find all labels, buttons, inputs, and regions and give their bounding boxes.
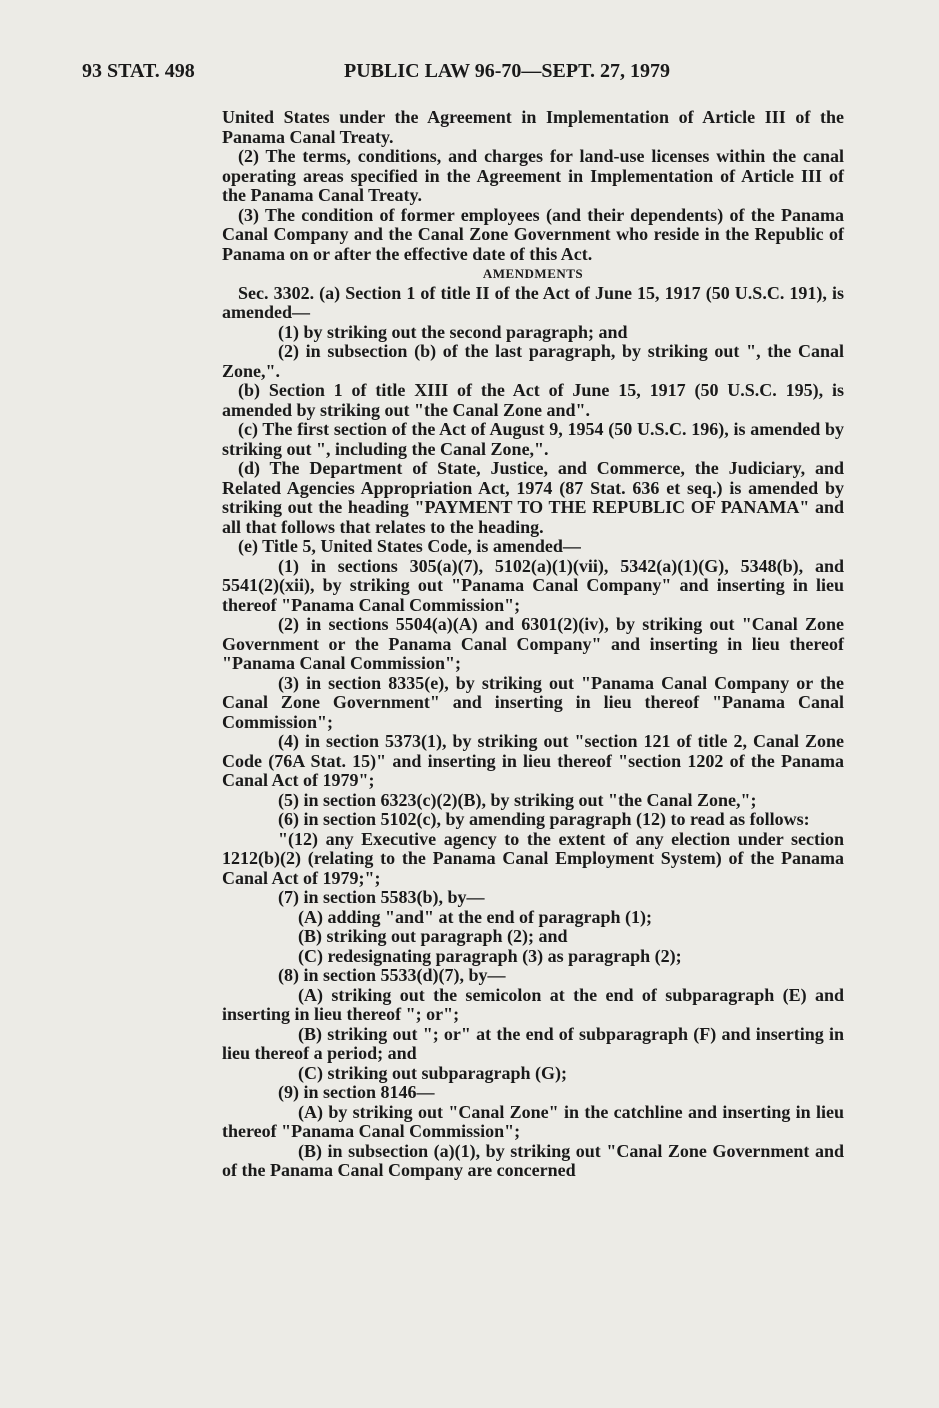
paragraph: (5) in section 6323(c)(2)(B), by striking out "the Canal Zone,"; [278, 789, 757, 810]
paragraph: (C) striking out subparagraph (G); [298, 1062, 568, 1083]
paragraph: (1) in sections 305(a)(7), 5102(a)(1)(vii), 5342(a)(1)(G), 5348(b), and 5541(2)(xii), by striking out "Panama Canal Company" and inserting in lieu thereof "Panama Canal Commission"; [222, 555, 844, 615]
paragraph: (b) Section 1 of title XIII of the Act of June 15, 1917 (50 U.S.C. 195), is amended by striking out "the Canal Zone and". [222, 380, 844, 420]
paragraph: (C) redesignating paragraph (3) as paragraph (2); [298, 945, 682, 966]
paragraph: (A) striking out the semicolon at the end of subparagraph (E) and inserting in lieu thereof "; or"; [222, 984, 844, 1024]
document-body [222, 108, 844, 1181]
public-law-title: PUBLIC LAW 96-70—SEPT. 27, 1979 [344, 60, 670, 82]
paragraph: (3) in section 8335(e), by striking out "Panama Canal Company or the Canal Zone Government" and inserting in lieu thereof "Panama Canal Commission"; [222, 672, 844, 732]
section-heading: AMENDMENTS [482, 266, 584, 281]
paragraph: (2) in sections 5504(a)(A) and 6301(2)(iv), by striking out "Canal Zone Government or the Panama Canal Company" and inserting in lieu thereof "Panama Canal Commission"; [222, 614, 844, 673]
paragraph: (B) striking out "; or" at the end of subparagraph (F) and inserting in lieu thereof a period; and [222, 1023, 844, 1063]
paragraph: (4) in section 5373(1), by striking out "section 121 of title 2, Canal Zone Code (76A Stat. 15)" and inserting in lieu thereof "section 1202 of the Panama Canal Act of 1979"; [222, 731, 844, 790]
paragraph: (c) The first section of the Act of August 9, 1954 (50 U.S.C. 196), is amended by striking out ", including the Canal Zone,". [222, 419, 844, 459]
paragraph: (2) in subsection (b) of the last paragraph, by striking out ", the Canal Zone,". [222, 341, 844, 381]
paragraph: (9) in section 8146— [278, 1082, 435, 1102]
page-header [82, 60, 842, 84]
paragraph: (B) striking out paragraph (2); and [298, 926, 568, 946]
paragraph: United States under the Agreement in Implementation of Article III of the Panama Canal Treaty. [222, 107, 844, 147]
paragraph: (8) in section 5533(d)(7), by— [278, 965, 506, 985]
statute-page-number: 93 STAT. 498 [82, 60, 195, 82]
paragraph: (6) in section 5102(c), by amending paragraph (12) to read as follows: [278, 809, 810, 829]
paragraph: (3) The condition of former employees (and their dependents) of the Panama Canal Company and the Canal Zone Government who reside in the Republic of Panama on or after the effective date of this Act. [222, 204, 844, 264]
paragraph: (2) The terms, conditions, and charges for land-use licenses within the canal operating areas specified in the Agreement in Implementation of Article III of the Panama Canal Treaty. [222, 146, 844, 205]
paragraph: Sec. 3302. (a) Section 1 of title II of the Act of June 15, 1917 (50 U.S.C. 191), is amended— [222, 282, 844, 322]
paragraph: (B) in subsection (a)(1), by striking out "Canal Zone Government and of the Panama Canal Company are concerned [222, 1140, 844, 1180]
paragraph: "(12) any Executive agency to the extent of any election under section 1212(b)(2) (relating to the Panama Canal Employment System) of the Panama Canal Act of 1979;"; [222, 828, 844, 888]
paragraph: (7) in section 5583(b), by— [278, 887, 485, 907]
paragraph: (e) Title 5, United States Code, is amended— [238, 536, 581, 556]
paragraph: (1) by striking out the second paragraph; and [278, 321, 628, 342]
paragraph: (A) adding "and" at the end of paragraph (1); [298, 906, 653, 927]
paragraph: (d) The Department of State, Justice, and Commerce, the Judiciary, and Related Agencies Appropriation Act, 1974 (87 Stat. 636 et seq.) is amended by striking out the heading "PAYMENT TO THE REPUBLIC OF PANAMA" and all that follows that relates to the heading. [222, 458, 844, 537]
paragraph: (A) by striking out "Canal Zone" in the catchline and inserting in lieu thereof "Panama Canal Commission"; [222, 1101, 844, 1141]
